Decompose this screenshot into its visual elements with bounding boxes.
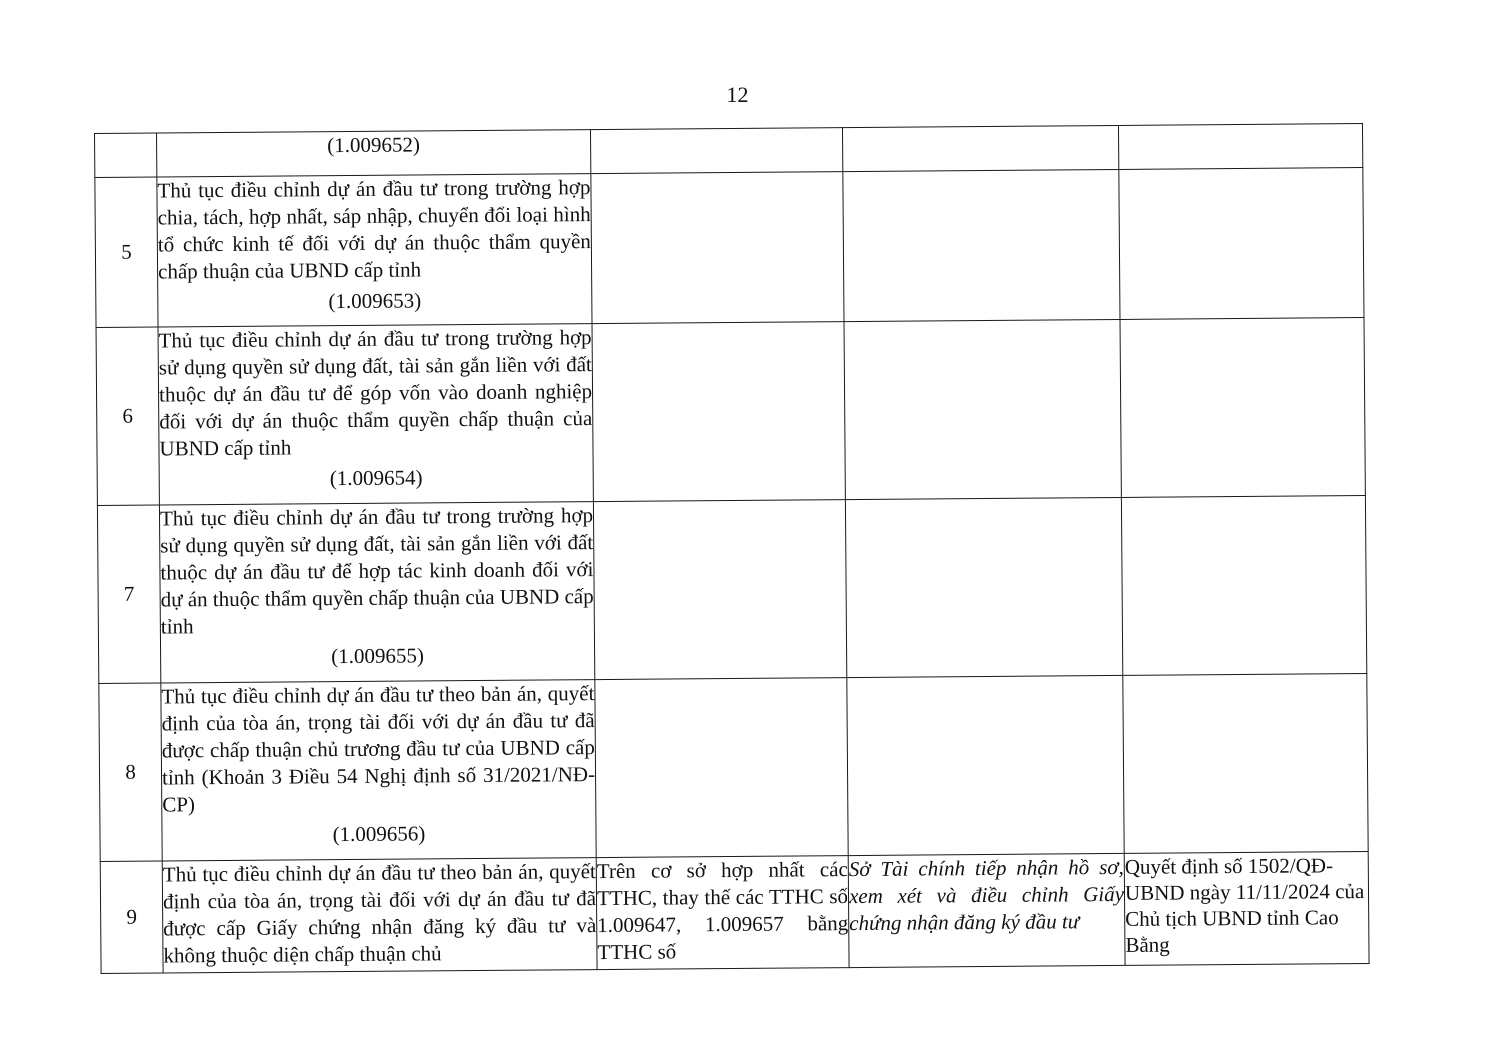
procedure-name-cell: [159, 502, 594, 683]
row-number-cell: 6: [96, 327, 159, 505]
procedure-code: (1.009655): [331, 643, 425, 669]
procedure-name: Thủ tục điều chỉnh dự án đầu tư trong trường hợp sử dụng quyền sử dụng đất, tài sản gắn liền với đất thuộc dự án đầu tư để góp vốn vào doanh nghiệp đối với dự án thuộc thẩm quyền chấp thuận của UBND cấp tỉnh: [158, 325, 593, 461]
basis-cell: [593, 500, 846, 680]
row-number-cell: 7: [97, 505, 160, 683]
row-number-cell: 8: [99, 683, 162, 861]
basis-cell: [595, 678, 848, 858]
decision-cell: [1123, 674, 1368, 854]
procedure-name-cell: [162, 858, 597, 973]
decision-cell: [1124, 852, 1369, 966]
basis-cell: [590, 128, 842, 174]
content-cell: [847, 675, 1124, 855]
table-row: [95, 168, 1364, 328]
basis-text: Trên cơ sở hợp nhất các TTHC, thay thế các TTHC số 1.009647, 1.009657 bằng TTHC số: [596, 857, 849, 965]
decision-cell: [1119, 168, 1364, 320]
row-number-cell: 5: [95, 177, 158, 327]
procedure-code: (1.009654): [329, 465, 423, 491]
basis-cell: [596, 856, 849, 970]
procedure-name-cell: [157, 174, 592, 327]
content-text: Sở Tài chính tiếp nhận hồ sơ, xem xét và điều chỉnh Giấy chứng nhận đăng ký đầu tư: [848, 854, 1125, 936]
table-row: [96, 318, 1365, 506]
procedure-name-clip: [163, 858, 597, 969]
procedure-name-cell: [158, 324, 593, 505]
procedure-name: Thủ tục điều chỉnh dự án đầu tư theo bản án, quyết định của tòa án, trọng tài đối với dự án đầu tư đã được chấp thuận chủ trương đầu tư của UBND cấp tỉnh (Khoản 3 Điều 54 Nghị định số 31/2021/NĐ-CP): [161, 681, 596, 817]
table-row: [100, 852, 1369, 974]
content-cell: [842, 125, 1118, 171]
basis-cell: [592, 322, 845, 502]
procedure-code: (1.009652): [157, 130, 591, 177]
procedure-name: Thủ tục điều chỉnh dự án đầu tư trong trường hợp chia, tách, hợp nhất, sáp nhập, chuyển đổi loại hình tổ chức kinh tế đối với dự án thuộc thẩm quyền chấp thuận của UBND cấp tỉnh: [157, 175, 591, 284]
procedure-table: [94, 123, 1370, 974]
table-row: [97, 496, 1366, 684]
content-cell: [848, 853, 1125, 967]
decision-cell: [1120, 318, 1365, 498]
content-cell: [845, 497, 1122, 677]
content-cell: [844, 319, 1121, 499]
procedure-name-cell: [161, 680, 596, 861]
row-number-cell: [95, 133, 157, 177]
content-cell: [843, 169, 1120, 321]
basis-cell: [591, 172, 844, 324]
procedure-name: Thủ tục điều chỉnh dự án đầu tư theo bản án, quyết định của tòa án, trọng tài đối với dự án đầu tư đã được cấp Giấy chứng nhận đăng ký đầu tư và không thuộc diện chấp thuận chủ: [162, 859, 597, 968]
procedure-code: (1.009653): [328, 288, 422, 314]
decision-cell: [1118, 124, 1362, 170]
procedure-code: (1.009656): [332, 821, 426, 847]
row-number-cell: 9: [100, 861, 163, 973]
table-row: [99, 674, 1368, 862]
page-number: 12: [726, 82, 749, 107]
procedure-name: Thủ tục điều chỉnh dự án đầu tư trong trường hợp sử dụng quyền sử dụng đất, tài sản gắn liền với đất thuộc dự án đầu tư để hợp tác kinh doanh đối với dự án thuộc thẩm quyền chấp thuận của UBND cấp tỉnh: [159, 503, 594, 639]
decision-cell: [1121, 496, 1366, 676]
decision-text: Quyết định số 1502/QĐ-UBND ngày 11/11/2024 của Chủ tịch UBND tỉnh Cao Bằng: [1124, 853, 1365, 957]
